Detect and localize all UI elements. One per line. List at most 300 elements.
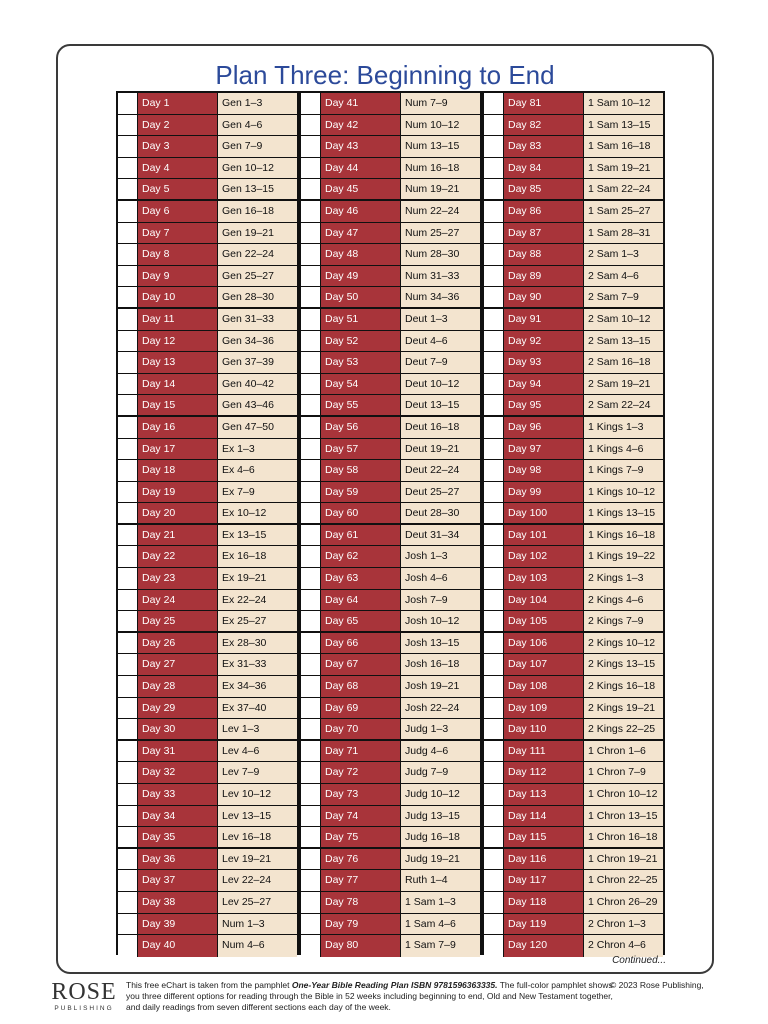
- checkbox[interactable]: [118, 676, 138, 697]
- day-cell: Day 81: [504, 93, 584, 114]
- day-cell: Day 73: [321, 784, 401, 805]
- rose-publishing-logo: [50, 980, 118, 1014]
- table-row: [118, 158, 297, 180]
- checkbox[interactable]: [301, 827, 321, 847]
- reading-cell: 2 Kings 10–12: [584, 633, 663, 654]
- reading-cell: Lev 7–9: [218, 762, 297, 783]
- table-row: [484, 395, 663, 417]
- checkbox[interactable]: [118, 417, 138, 438]
- table-row: [301, 287, 480, 309]
- checkbox[interactable]: [301, 179, 321, 199]
- day-cell: Day 82: [504, 115, 584, 136]
- table-row: [484, 525, 663, 547]
- checkbox[interactable]: [118, 503, 138, 523]
- reading-cell: Lev 10–12: [218, 784, 297, 805]
- day-cell: Day 56: [321, 417, 401, 438]
- checkbox[interactable]: [484, 935, 504, 957]
- page-title: Plan Three: Beginning to End: [215, 60, 555, 90]
- table-row: [301, 849, 480, 871]
- table-row: [301, 503, 480, 525]
- day-cell: Day 93: [504, 352, 584, 373]
- checkbox[interactable]: [484, 460, 504, 481]
- table-row: [118, 568, 297, 590]
- checkbox[interactable]: [301, 849, 321, 870]
- checkbox[interactable]: [484, 741, 504, 762]
- checkbox[interactable]: [118, 374, 138, 395]
- reading-cell: Lev 16–18: [218, 827, 297, 847]
- table-row: [301, 654, 480, 676]
- reading-cell: Deut 28–30: [401, 503, 480, 523]
- footnote-intro: This free eChart is taken from the pamphlet: [126, 980, 292, 990]
- checkbox[interactable]: [301, 482, 321, 503]
- reading-cell: Gen 43–46: [218, 395, 297, 415]
- table-row: [484, 633, 663, 655]
- day-cell: Day 14: [138, 374, 218, 395]
- table-row: [118, 244, 297, 266]
- day-cell: Day 108: [504, 676, 584, 697]
- reading-cell: 1 Kings 13–15: [584, 503, 663, 523]
- reading-cell: 1 Sam 4–6: [401, 914, 480, 935]
- table-row: [118, 827, 297, 849]
- checkbox[interactable]: [484, 179, 504, 199]
- checkbox[interactable]: [484, 136, 504, 157]
- checkbox[interactable]: [301, 374, 321, 395]
- reading-cell: Josh 4–6: [401, 568, 480, 589]
- checkbox[interactable]: [118, 179, 138, 199]
- checkbox[interactable]: [301, 611, 321, 631]
- day-cell: Day 114: [504, 806, 584, 827]
- day-cell: Day 57: [321, 439, 401, 460]
- day-cell: Day 83: [504, 136, 584, 157]
- table-row: [484, 287, 663, 309]
- copyright: © 2023 Rose Publishing,: [610, 980, 704, 990]
- table-row: [118, 654, 297, 676]
- reading-cell: Lev 13–15: [218, 806, 297, 827]
- reading-cell: Josh 1–3: [401, 546, 480, 567]
- table-row: [118, 762, 297, 784]
- reading-column-2: [299, 91, 482, 955]
- table-row: [484, 309, 663, 331]
- table-row: [301, 568, 480, 590]
- checkbox[interactable]: [484, 352, 504, 373]
- reading-cell: Deut 4–6: [401, 331, 480, 352]
- reading-cell: Num 13–15: [401, 136, 480, 157]
- day-cell: Day 48: [321, 244, 401, 265]
- checkbox[interactable]: [118, 201, 138, 222]
- reading-cell: Lev 25–27: [218, 892, 297, 913]
- checkbox[interactable]: [118, 115, 138, 136]
- checkbox[interactable]: [484, 568, 504, 589]
- day-cell: Day 59: [321, 482, 401, 503]
- table-row: [301, 525, 480, 547]
- reading-cell: 1 Kings 10–12: [584, 482, 663, 503]
- day-cell: Day 18: [138, 460, 218, 481]
- table-row: [118, 331, 297, 353]
- checkbox[interactable]: [301, 503, 321, 523]
- table-row: [118, 482, 297, 504]
- checkbox[interactable]: [118, 482, 138, 503]
- table-row: [118, 417, 297, 439]
- reading-cell: 1 Sam 7–9: [401, 935, 480, 957]
- checkbox[interactable]: [118, 590, 138, 611]
- checkbox[interactable]: [118, 136, 138, 157]
- checkbox[interactable]: [484, 244, 504, 265]
- checkbox[interactable]: [118, 525, 138, 546]
- logo-wordmark: ROSE: [51, 979, 117, 1005]
- checkbox[interactable]: [484, 201, 504, 222]
- checkbox[interactable]: [301, 806, 321, 827]
- day-cell: Day 21: [138, 525, 218, 546]
- checkbox[interactable]: [484, 590, 504, 611]
- reading-cell: 2 Kings 1–3: [584, 568, 663, 589]
- checkbox[interactable]: [301, 870, 321, 891]
- reading-cell: Ex 16–18: [218, 546, 297, 567]
- checkbox[interactable]: [301, 395, 321, 415]
- day-cell: Day 112: [504, 762, 584, 783]
- day-cell: Day 60: [321, 503, 401, 523]
- table-row: [301, 223, 480, 245]
- table-row: [301, 611, 480, 633]
- day-cell: Day 29: [138, 698, 218, 719]
- checkbox[interactable]: [484, 849, 504, 870]
- table-row: [301, 719, 480, 741]
- day-cell: Day 4: [138, 158, 218, 179]
- checkbox[interactable]: [301, 136, 321, 157]
- checkbox[interactable]: [301, 546, 321, 567]
- table-row: [484, 439, 663, 461]
- reading-cell: Lev 4–6: [218, 741, 297, 762]
- checkbox[interactable]: [484, 698, 504, 719]
- reading-cell: Gen 31–33: [218, 309, 297, 330]
- checkbox[interactable]: [484, 784, 504, 805]
- checkbox[interactable]: [484, 633, 504, 654]
- day-cell: Day 98: [504, 460, 584, 481]
- checkbox[interactable]: [484, 806, 504, 827]
- checkbox[interactable]: [118, 244, 138, 265]
- table-row: [301, 115, 480, 137]
- table-row: [118, 784, 297, 806]
- checkbox[interactable]: [484, 331, 504, 352]
- day-cell: Day 34: [138, 806, 218, 827]
- checkbox[interactable]: [301, 568, 321, 589]
- reading-cell: Gen 34–36: [218, 331, 297, 352]
- table-row: [301, 784, 480, 806]
- day-cell: Day 69: [321, 698, 401, 719]
- day-cell: Day 26: [138, 633, 218, 654]
- day-cell: Day 49: [321, 266, 401, 287]
- reading-cell: 1 Kings 7–9: [584, 460, 663, 481]
- checkbox[interactable]: [484, 395, 504, 415]
- checkbox[interactable]: [301, 115, 321, 136]
- day-cell: Day 11: [138, 309, 218, 330]
- reading-column-3: [482, 91, 665, 955]
- day-cell: Day 94: [504, 374, 584, 395]
- checkbox[interactable]: [484, 762, 504, 783]
- checkbox[interactable]: [301, 158, 321, 179]
- checkbox[interactable]: [118, 698, 138, 719]
- reading-cell: Num 4–6: [218, 935, 297, 957]
- table-row: [484, 331, 663, 353]
- checkbox[interactable]: [484, 93, 504, 114]
- day-cell: Day 35: [138, 827, 218, 847]
- day-cell: Day 33: [138, 784, 218, 805]
- day-cell: Day 6: [138, 201, 218, 222]
- day-cell: Day 61: [321, 525, 401, 546]
- reading-cell: 2 Sam 19–21: [584, 374, 663, 395]
- reading-cell: Gen 13–15: [218, 179, 297, 199]
- table-row: [301, 439, 480, 461]
- table-row: [484, 590, 663, 612]
- day-cell: Day 113: [504, 784, 584, 805]
- reading-cell: 1 Kings 19–22: [584, 546, 663, 567]
- day-cell: Day 19: [138, 482, 218, 503]
- table-row: [301, 417, 480, 439]
- reading-cell: 2 Kings 19–21: [584, 698, 663, 719]
- checkbox[interactable]: [301, 784, 321, 805]
- day-cell: Day 116: [504, 849, 584, 870]
- reading-cell: 2 Sam 13–15: [584, 331, 663, 352]
- table-row: [118, 806, 297, 828]
- checkbox[interactable]: [118, 287, 138, 307]
- reading-cell: 1 Sam 28–31: [584, 223, 663, 244]
- checkbox[interactable]: [118, 784, 138, 805]
- reading-cell: Ex 25–27: [218, 611, 297, 631]
- checkbox[interactable]: [484, 223, 504, 244]
- logo-subtitle: PUBLISHING: [54, 1005, 114, 1012]
- checkbox[interactable]: [118, 654, 138, 675]
- table-row: [484, 611, 663, 633]
- checkbox[interactable]: [301, 223, 321, 244]
- day-cell: Day 1: [138, 93, 218, 114]
- checkbox[interactable]: [301, 201, 321, 222]
- table-row: [118, 525, 297, 547]
- checkbox[interactable]: [118, 158, 138, 179]
- checkbox[interactable]: [301, 935, 321, 957]
- table-row: [118, 309, 297, 331]
- checkbox[interactable]: [301, 352, 321, 373]
- reading-cell: Num 28–30: [401, 244, 480, 265]
- checkbox[interactable]: [118, 633, 138, 654]
- day-cell: Day 62: [321, 546, 401, 567]
- checkbox[interactable]: [118, 719, 138, 739]
- checkbox[interactable]: [484, 546, 504, 567]
- table-row: [301, 179, 480, 201]
- reading-cell: Num 25–27: [401, 223, 480, 244]
- checkbox[interactable]: [118, 849, 138, 870]
- table-row: [301, 698, 480, 720]
- checkbox[interactable]: [301, 654, 321, 675]
- footnote: [126, 980, 616, 1013]
- checkbox[interactable]: [301, 741, 321, 762]
- checkbox[interactable]: [484, 611, 504, 631]
- table-row: [484, 266, 663, 288]
- checkbox[interactable]: [484, 374, 504, 395]
- checkbox[interactable]: [301, 287, 321, 307]
- checkbox[interactable]: [484, 676, 504, 697]
- reading-cell: Num 22–24: [401, 201, 480, 222]
- checkbox[interactable]: [301, 633, 321, 654]
- table-row: [301, 395, 480, 417]
- reading-cell: Gen 4–6: [218, 115, 297, 136]
- day-cell: Day 13: [138, 352, 218, 373]
- checkbox[interactable]: [301, 719, 321, 739]
- table-row: [301, 892, 480, 914]
- checkbox[interactable]: [301, 762, 321, 783]
- table-row: [484, 719, 663, 741]
- checkbox[interactable]: [301, 914, 321, 935]
- reading-cell: Judg 7–9: [401, 762, 480, 783]
- checkbox[interactable]: [118, 266, 138, 287]
- checkbox[interactable]: [118, 439, 138, 460]
- day-cell: Day 109: [504, 698, 584, 719]
- day-cell: Day 70: [321, 719, 401, 739]
- reading-cell: 2 Sam 1–3: [584, 244, 663, 265]
- checkbox[interactable]: [484, 525, 504, 546]
- day-cell: Day 97: [504, 439, 584, 460]
- checkbox[interactable]: [484, 482, 504, 503]
- day-cell: Day 74: [321, 806, 401, 827]
- table-row: [484, 223, 663, 245]
- day-cell: Day 45: [321, 179, 401, 199]
- reading-cell: Deut 7–9: [401, 352, 480, 373]
- reading-cell: 1 Sam 22–24: [584, 179, 663, 199]
- checkbox[interactable]: [118, 870, 138, 891]
- checkbox[interactable]: [484, 266, 504, 287]
- checkbox[interactable]: [301, 525, 321, 546]
- table-row: [484, 244, 663, 266]
- checkbox[interactable]: [484, 654, 504, 675]
- checkbox[interactable]: [484, 892, 504, 913]
- reading-cell: Josh 16–18: [401, 654, 480, 675]
- checkbox[interactable]: [118, 762, 138, 783]
- day-cell: Day 79: [321, 914, 401, 935]
- table-row: [301, 741, 480, 763]
- checkbox[interactable]: [484, 115, 504, 136]
- reading-cell: Deut 1–3: [401, 309, 480, 330]
- checkbox[interactable]: [301, 331, 321, 352]
- checkbox[interactable]: [118, 460, 138, 481]
- checkbox[interactable]: [301, 417, 321, 438]
- reading-cell: Ex 7–9: [218, 482, 297, 503]
- reading-cell: Gen 16–18: [218, 201, 297, 222]
- checkbox[interactable]: [301, 460, 321, 481]
- checkbox[interactable]: [484, 914, 504, 935]
- checkbox[interactable]: [301, 93, 321, 114]
- checkbox[interactable]: [118, 741, 138, 762]
- checkbox[interactable]: [484, 870, 504, 891]
- checkbox[interactable]: [301, 892, 321, 913]
- reading-cell: 1 Sam 16–18: [584, 136, 663, 157]
- checkbox[interactable]: [118, 568, 138, 589]
- day-cell: Day 42: [321, 115, 401, 136]
- reading-cell: 2 Chron 4–6: [584, 935, 663, 957]
- checkbox[interactable]: [484, 827, 504, 847]
- table-row: [301, 914, 480, 936]
- checkbox[interactable]: [301, 266, 321, 287]
- day-cell: Day 101: [504, 525, 584, 546]
- table-row: [118, 115, 297, 137]
- day-cell: Day 40: [138, 935, 218, 957]
- day-cell: Day 100: [504, 503, 584, 523]
- day-cell: Day 72: [321, 762, 401, 783]
- checkbox[interactable]: [484, 719, 504, 739]
- checkbox[interactable]: [118, 331, 138, 352]
- checkbox[interactable]: [301, 439, 321, 460]
- table-row: [301, 546, 480, 568]
- reading-cell: Judg 4–6: [401, 741, 480, 762]
- day-cell: Day 110: [504, 719, 584, 739]
- day-cell: Day 86: [504, 201, 584, 222]
- table-row: [484, 827, 663, 849]
- checkbox[interactable]: [484, 439, 504, 460]
- reading-cell: Ruth 1–4: [401, 870, 480, 891]
- day-cell: Day 71: [321, 741, 401, 762]
- reading-cell: Judg 13–15: [401, 806, 480, 827]
- checkbox[interactable]: [118, 611, 138, 631]
- checkbox[interactable]: [118, 395, 138, 415]
- checkbox[interactable]: [484, 287, 504, 307]
- table-row: [118, 719, 297, 741]
- reading-cell: Deut 31–34: [401, 525, 480, 546]
- table-row: [301, 762, 480, 784]
- checkbox[interactable]: [118, 935, 138, 957]
- checkbox[interactable]: [118, 827, 138, 847]
- reading-cell: 1 Chron 1–6: [584, 741, 663, 762]
- checkbox[interactable]: [118, 892, 138, 913]
- reading-cell: 1 Sam 13–15: [584, 115, 663, 136]
- reading-cell: Judg 19–21: [401, 849, 480, 870]
- table-row: [484, 460, 663, 482]
- checkbox[interactable]: [118, 309, 138, 330]
- checkbox[interactable]: [118, 914, 138, 935]
- checkbox[interactable]: [301, 244, 321, 265]
- day-cell: Day 78: [321, 892, 401, 913]
- checkbox[interactable]: [484, 309, 504, 330]
- table-row: [118, 439, 297, 461]
- table-row: [301, 482, 480, 504]
- checkbox[interactable]: [484, 503, 504, 523]
- day-cell: Day 25: [138, 611, 218, 631]
- table-row: [118, 892, 297, 914]
- day-cell: Day 20: [138, 503, 218, 523]
- table-row: [301, 266, 480, 288]
- day-cell: Day 75: [321, 827, 401, 847]
- checkbox[interactable]: [301, 698, 321, 719]
- checkbox[interactable]: [301, 309, 321, 330]
- table-row: [301, 244, 480, 266]
- checkbox[interactable]: [484, 158, 504, 179]
- checkbox[interactable]: [118, 352, 138, 373]
- table-row: [484, 158, 663, 180]
- checkbox[interactable]: [118, 93, 138, 114]
- reading-cell: 1 Chron 22–25: [584, 870, 663, 891]
- table-row: [484, 849, 663, 871]
- checkbox[interactable]: [118, 546, 138, 567]
- checkbox[interactable]: [301, 676, 321, 697]
- day-cell: Day 120: [504, 935, 584, 957]
- reading-cell: Ex 22–24: [218, 590, 297, 611]
- table-row: [118, 849, 297, 871]
- reading-cell: 2 Kings 16–18: [584, 676, 663, 697]
- checkbox[interactable]: [118, 223, 138, 244]
- table-row: [118, 287, 297, 309]
- table-row: [301, 870, 480, 892]
- checkbox[interactable]: [301, 590, 321, 611]
- checkbox[interactable]: [484, 417, 504, 438]
- day-cell: Day 16: [138, 417, 218, 438]
- day-cell: Day 3: [138, 136, 218, 157]
- checkbox[interactable]: [118, 806, 138, 827]
